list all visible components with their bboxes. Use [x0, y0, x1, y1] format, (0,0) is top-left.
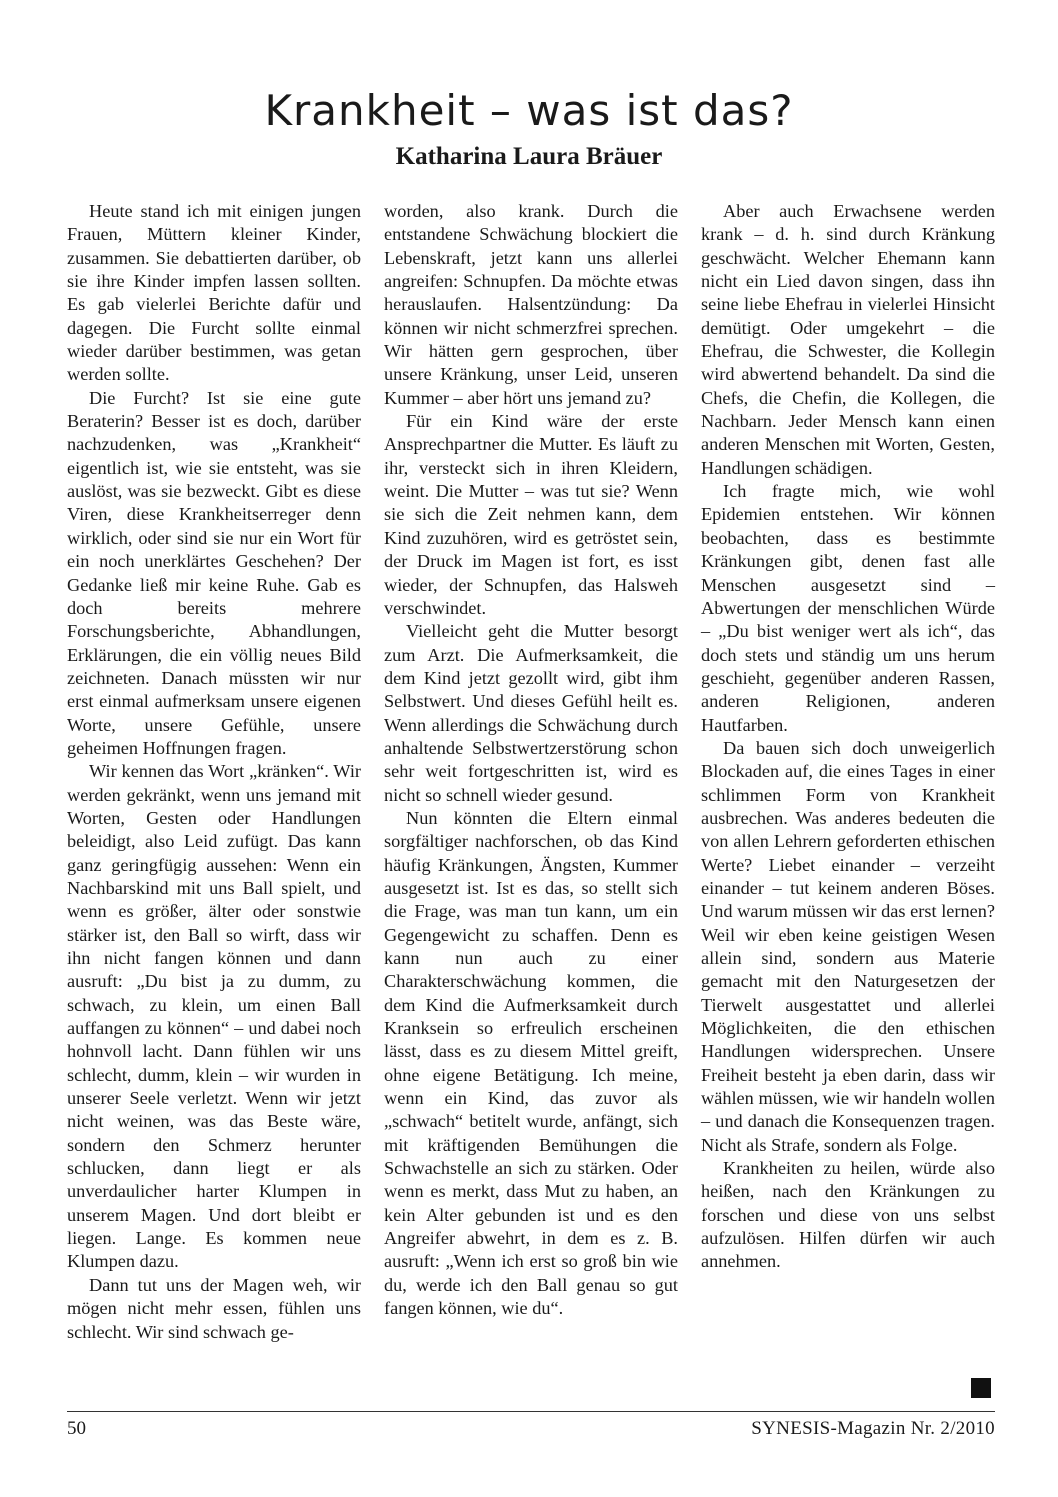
paragraph: Krankheiten zu heilen, würde also heißen, nach den Kränkungen zu forschen und diese von uns selbst aufzulösen. Hilfen dürfen wir auch annehmen.	[701, 1158, 995, 1272]
paragraph: Nun könnten die Eltern einmal sorgfältiger nachforschen, ob das Kind häufig Kränkungen, Ängsten, Kummer ausgesetzt ist. Ist es das, so stellt sich die Frage, was man tun kann, um ein Gegengewicht zu schaffen. Denn es kann nun auch zu einer Charakterschwächung kommen, die dem Kind die Aufmerksamkeit durch Kranksein so erfreulich erscheinen lässt, dass es zu diesem Mittel greift, ohne eigene Betätigung. Ich meine, wenn ein Kind, das zuvor als „schwach“ betitelt wurde, anfängt, sich mit kräftigenden Bemühungen die Schwachstelle an sich zu stärken. Oder wenn es merkt, dass Mut zu haben, an kein Alter gebunden ist und es den Angreifer abwehrt, in dem es z. B. ausruft: „Wenn ich erst so groß bin wie du, werde ich den Ball genau so gut fangen können, wie du“.	[384, 807, 678, 1319]
article-author: Katharina Laura Bräuer	[395, 143, 663, 170]
magazine-issue: SYNESIS-Magazin Nr. 2/2010	[751, 1418, 995, 1439]
page-number: 50	[67, 1418, 86, 1439]
paragraph: worden, also krank. Durch die entstandene Schwächung blockiert die Lebenskraft, jetzt kann uns allerlei angreifen: Schnupfen. Da möchte etwas herauslaufen. Halsentzündung: Da können wir nicht schmerzfrei sprechen. Wir hätten gern gesprochen, über unsere Kränkung, unser Leid, unseren Kummer – aber hört uns jemand zu?	[384, 201, 678, 408]
article-title: Krankheit – was ist das?	[264, 86, 794, 135]
paragraph: Ich fragte mich, wie wohl Epidemien entstehen. Wir können beobachten, dass es bestimmte Kränkungen gibt, denen fast alle Menschen ausgesetzt sind – Abwertungen der menschlichen Würde – „Du bist weniger wert als ich“, das doch stets und ständig um uns herum geschieht, gegenüber anderen Rassen, anderen Religionen, anderen Hautfarben.	[701, 481, 995, 735]
text-column-1	[67, 200, 361, 1344]
paragraph: Für ein Kind wäre der erste Ansprechpartner die Mutter. Es läuft zu ihr, versteckt sich in ihren Kleidern, weint. Die Mutter – was tut sie? Wenn sie sich die Zeit nehmen kann, dem Kind zuzuhören, wird es getröstet sein, der Druck im Magen ist fort, es isst wieder, der Schnupfen, das Halsweh verschwindet.	[384, 411, 678, 618]
paragraph: Die Furcht? Ist sie eine gute Beraterin? Besser ist es doch, darüber nachzudenken, was „Krankheit“ eigentlich ist, wie sie entsteht, was sie auslöst, was sie bezweckt. Gibt es diese Viren, diese Krankheitserreger denn wirklich, oder sind sie nur ein Wort für ein noch unerklärtes Geschehen? Der Gedanke ließ mir keine Ruhe. Gab es doch bereits mehrere Forschungsberichte, Abhandlungen, Erklärungen, die ein völlig neues Bild zeichneten. Danach müssten wir nur erst einmal aufmerksam unsere eigenen Worte, unsere Gefühle, unsere geheimen Hoffnungen fragen.	[67, 387, 361, 758]
paragraph: Wir kennen das Wort „kränken“. Wir werden gekränkt, wenn uns jemand mit Worten, Gesten oder Handlungen beleidigt, also Leid zufügt. Das kann ganz geringfügig aussehen: Wenn ein Nachbarskind mit uns Ball spielt, und wenn es größer, älter oder sonstwie stärker ist, den Ball so wirft, dass wir ihn nicht fangen können und dann ausruft: „Du bist ja zu dumm, zu schwach, zu klein, um einen Ball auffangen zu können“ – und dabei noch hohnvoll lacht. Dann fühlen wir uns schlecht, dumm, klein – wir wurden in unserer Seele verletzt. Wenn wir jetzt nicht weinen, was das Beste wäre, sondern den Schmerz herunter schlucken, dann liegt er als unverdaulicher harter Klumpen in unserem Magen. Und dort bleibt er liegen. Lange. Es kommen neue Klumpen dazu.	[67, 761, 361, 1272]
paragraph: Vielleicht geht die Mutter besorgt zum Arzt. Die Aufmerksamkeit, die dem Kind jetzt gezollt wird, gibt ihm Selbstwert. Und dieses Gefühl heilt es. Wenn allerdings die Schwächung durch anhaltende Selbstwertzerstörung schon sehr weit fortgeschritten ist, wird es nicht so schnell wieder gesund.	[384, 621, 678, 805]
paragraph: Heute stand ich mit einigen jungen Frauen, Müttern kleiner Kinder, zusammen. Sie debattierten darüber, ob sie ihre Kinder impfen lassen sollten. Es gab vielerlei Berichte dafür und dagegen. Die Furcht sollte einmal wieder darüber bestimmen, was getan werden sollte.	[67, 201, 361, 385]
paragraph: Aber auch Erwachsene werden krank – d. h. sind durch Kränkung geschwächt. Welcher Ehemann kann nicht ein Lied davon singen, dass ihn seine liebe Ehefrau in vielerlei Hinsicht demütigt. Oder umgekehrt – die Ehefrau, die Schwester, die Kollegin wird abwertend behandelt. Da sind die Chefs, die Chefin, die Kollegen, die Nachbarn. Jeder Mensch kann einen anderen Menschen mit Worten, Gesten, Handlungen schädigen.	[701, 201, 995, 478]
text-column-3	[701, 200, 995, 1274]
end-of-article-square-icon	[971, 1378, 991, 1398]
paragraph: Da bauen sich doch unweigerlich Blockaden auf, die eines Tages in einer schlimmen Form von Krankheit ausbrechen. Was anderes bedeuten die von allen Lehrern geforderten ethischen Werte? Liebet einander – verzeiht einander – tut keinem anderen Böses. Und warum müssen wir das erst lernen? Weil wir eben keine geistigen Wesen allein sind, sondern aus Materie gemacht mit den Naturgesetzen der Tierwelt ausgestattet und allerlei Möglichkeiten, die den ethischen Handlungen widersprechen. Unsere Freiheit besteht ja eben darin, dass wir wählen müssen, wie wir handeln wollen – und danach die Konsequenzen tragen. Nicht als Strafe, sondern als Folge.	[701, 737, 995, 1155]
paragraph: Dann tut uns der Magen weh, wir mögen nicht mehr essen, fühlen uns schlecht. Wir sind schwach ge-	[67, 1274, 361, 1342]
text-column-2	[384, 200, 678, 1321]
footer-divider	[67, 1411, 995, 1412]
